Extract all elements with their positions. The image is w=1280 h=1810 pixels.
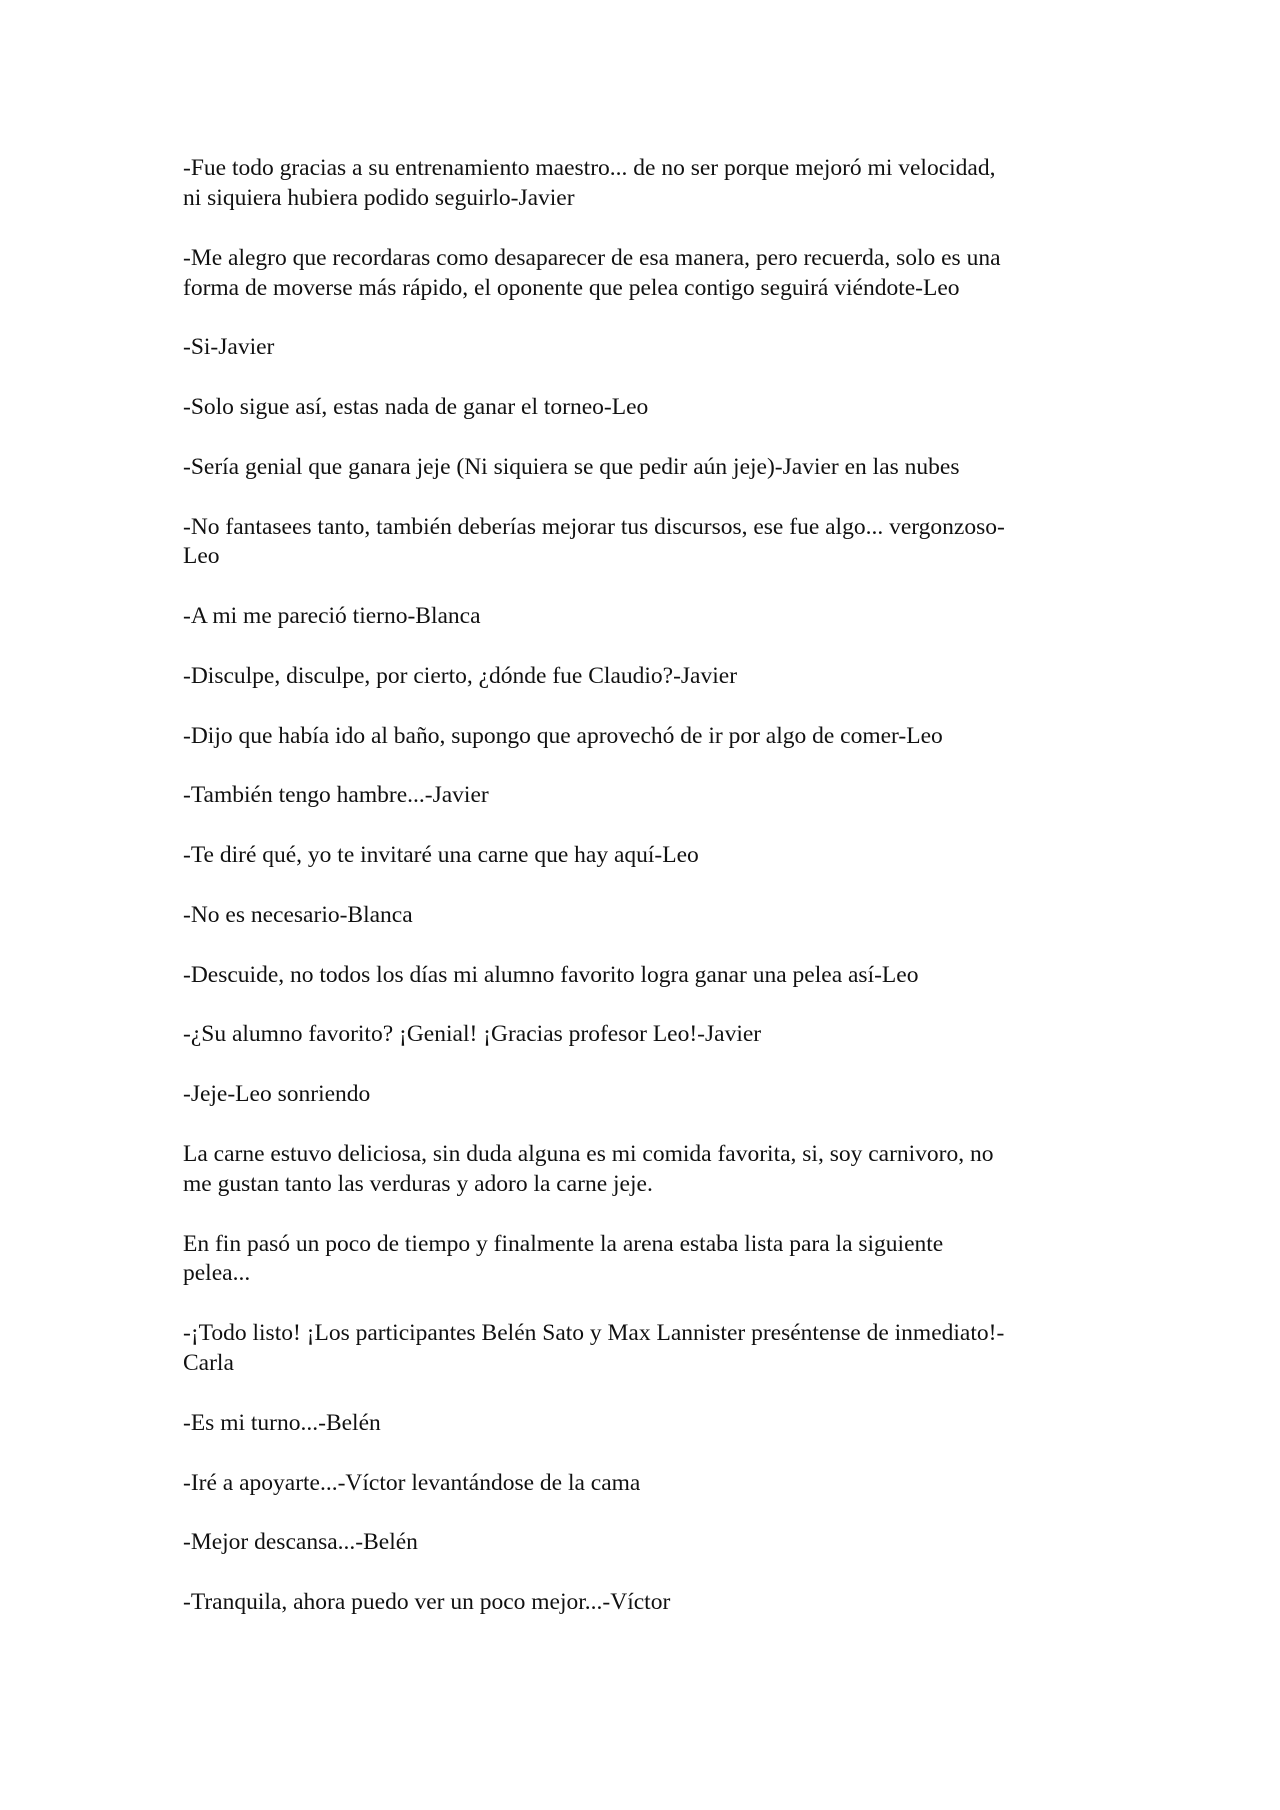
paragraph-dialogue — [183, 1319, 1103, 1379]
text-line: -También tengo hambre...-Javier — [183, 782, 489, 809]
text-line: ni siquiera hubiera podido seguirlo-Javier — [183, 184, 575, 211]
paragraph-dialogue — [183, 1528, 1103, 1558]
paragraph-dialogue — [183, 602, 1103, 632]
paragraph-dialogue — [183, 901, 1103, 931]
text-line: forma de moverse más rápido, el oponente que pelea contigo seguirá viéndote-Leo — [183, 274, 960, 301]
text-line: -Dijo que había ido al baño, supongo que aprovechó de ir por algo de comer-Leo — [183, 722, 943, 749]
text-line: -Si-Javier — [183, 334, 275, 361]
text-line: -Solo sigue así, estas nada de ganar el torneo-Leo — [183, 394, 649, 420]
text-line: -Tranquila, ahora puedo ver un poco mejor...-Víctor — [183, 1589, 671, 1615]
paragraph-dialogue — [183, 1080, 1103, 1110]
paragraph-dialogue — [183, 154, 1103, 214]
document-body — [183, 154, 1103, 1648]
text-line: -Es mi turno...-Belén — [183, 1409, 381, 1436]
text-line: -Mejor descansa...-Belén — [183, 1529, 418, 1556]
text-line: -No fantasees tanto, también deberías mejorar tus discursos, ese fue algo... vergonzoso- — [183, 513, 1005, 540]
text-line: -Te diré qué, yo te invitaré una carne que hay aquí-Leo — [183, 842, 699, 869]
text-line: -¿Su alumno favorito? ¡Genial! ¡Gracias profesor Leo!-Javier — [183, 1021, 762, 1048]
paragraph-dialogue — [183, 1588, 1103, 1618]
text-line: La carne estuvo deliciosa, sin duda alguna es mi comida favorita, si, soy carnivoro, no — [183, 1140, 994, 1167]
paragraph-dialogue — [183, 513, 1103, 573]
paragraph-dialogue — [183, 1469, 1103, 1499]
text-line: -Descuide, no todos los días mi alumno favorito logra ganar una pelea así-Leo — [183, 961, 919, 988]
paragraph-dialogue — [183, 1020, 1103, 1050]
text-line: -No es necesario-Blanca — [183, 901, 413, 928]
paragraph-dialogue — [183, 722, 1103, 752]
text-line: -Sería genial que ganara jeje (Ni siquiera se que pedir aún jeje)-Javier en las nubes — [183, 453, 960, 480]
paragraph-dialogue — [183, 662, 1103, 692]
text-line: -Jeje-Leo sonriendo — [183, 1081, 371, 1108]
paragraph-dialogue — [183, 1409, 1103, 1439]
text-line: -A mi me pareció tierno-Blanca — [183, 603, 481, 630]
paragraph-dialogue — [183, 781, 1103, 811]
text-line: -Disculpe, disculpe, por cierto, ¿dónde fue Claudio?-Javier — [183, 662, 738, 689]
text-line: -Me alegro que recordaras como desaparecer de esa manera, pero recuerda, solo es una — [183, 244, 1001, 271]
text-line: -Iré a apoyarte...-Víctor levantándose de la cama — [183, 1469, 641, 1496]
text-line: -Fue todo gracias a su entrenamiento maestro... de no ser porque mejoró mi velocidad, — [183, 155, 996, 181]
text-line: me gustan tanto las verduras y adoro la carne jeje. — [183, 1170, 653, 1197]
paragraph-dialogue — [183, 333, 1103, 363]
paragraph-dialogue — [183, 393, 1103, 423]
paragraph-dialogue — [183, 244, 1103, 304]
paragraph-dialogue — [183, 453, 1103, 483]
paragraph-narration — [183, 1230, 1103, 1290]
text-line: Leo — [183, 543, 220, 570]
text-line: -¡Todo listo! ¡Los participantes Belén Sato y Max Lannister preséntense de inmediato!- — [183, 1320, 1005, 1347]
text-line: Carla — [183, 1350, 234, 1376]
text-line: En fin pasó un poco de tiempo y finalmente la arena estaba lista para la siguiente — [183, 1230, 944, 1257]
paragraph-dialogue — [183, 841, 1103, 871]
paragraph-narration — [183, 1140, 1103, 1200]
text-line: pelea... — [183, 1260, 251, 1287]
paragraph-dialogue — [183, 961, 1103, 991]
